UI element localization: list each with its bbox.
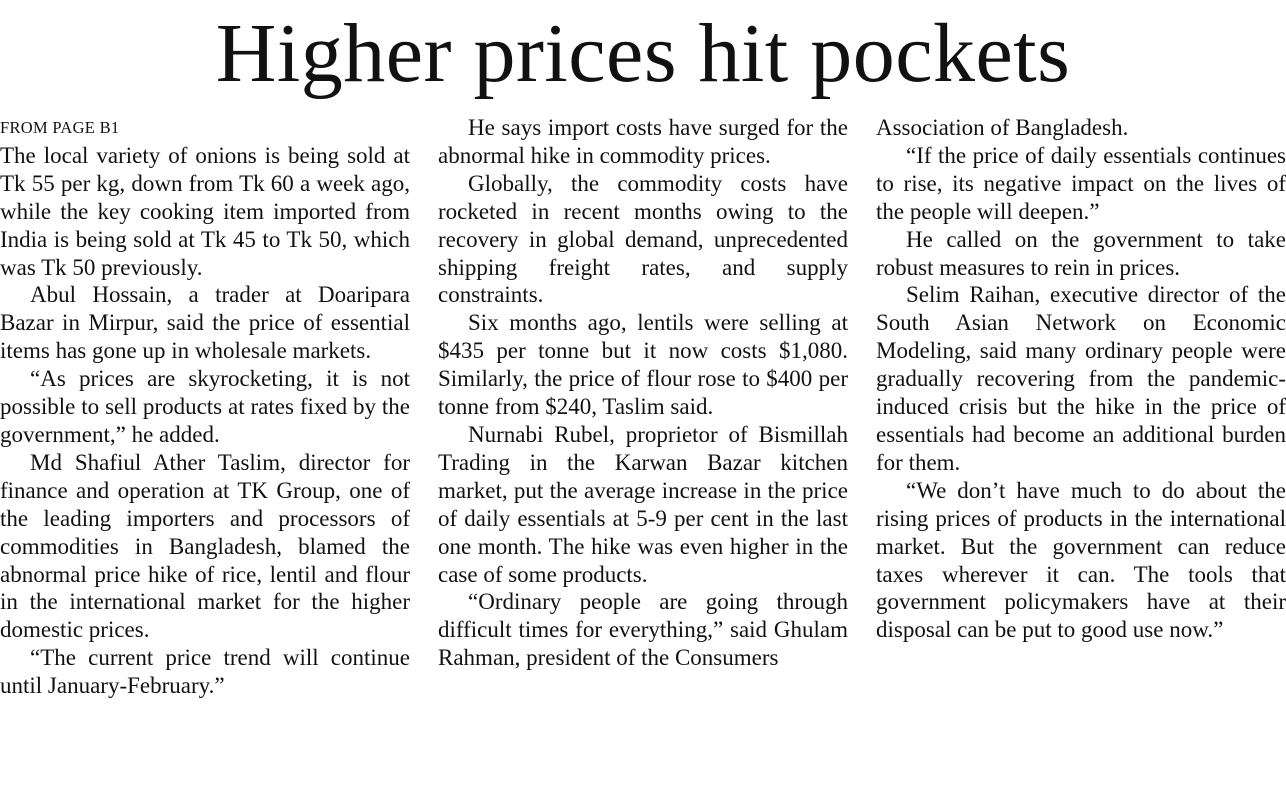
- paragraph: Abul Hossain, a trader at Doaripara Bazar in Mirpur, said the price of essential items has gone up in wholesale markets.: [0, 282, 410, 364]
- paragraph: “Ordinary people are going through difficult times for everything,” said Ghulam Rahman, president of the Consumers: [438, 589, 848, 671]
- paragraph: Globally, the commodity costs have rocketed in recent months owing to the recovery in global demand, unprecedented shipping freight rates, and supply constraints.: [438, 170, 848, 308]
- dateline: FROM PAGE B1: [0, 118, 120, 137]
- paragraph: Nurnabi Rubel, proprietor of Bismillah Trading in the Karwan Bazar kitchen market, put the average increase in the price of daily essentials at 5-9 per cent in the last one month. The hike was even higher in the case of some products.: [438, 421, 848, 587]
- headline: Higher prices hit pockets: [215, 7, 1071, 100]
- paragraph: The local variety of onions is being sold at Tk 55 per kg, down from Tk 60 a week ago, while the key cooking item imported from India is being sold at Tk 45 to Tk 50, which was Tk 50 previously.: [0, 142, 410, 280]
- paragraph: He says import costs have surged for the abnormal hike in commodity prices.: [438, 115, 848, 168]
- article-column-1: [0, 114, 410, 700]
- paragraph: He called on the government to take robust measures to rein in prices.: [876, 226, 1286, 280]
- paragraph: “We don’t have much to do about the rising prices of products in the international market. But the government can reduce taxes wherever it can. The tools that government policymakers have at their disposal can be put to good use now.”: [876, 477, 1286, 643]
- paragraph: “If the price of daily essentials continues to rise, its negative impact on the lives of the people will deepen.”: [876, 142, 1286, 224]
- paragraph: Association of Bangladesh.: [876, 115, 1129, 140]
- paragraph: Md Shafiul Ather Taslim, director for finance and operation at TK Group, one of the leading importers and processors of commodities in Bangladesh, blamed the abnormal price hike of rice, lentil and flour in the international market for the higher domestic prices.: [0, 449, 410, 643]
- paragraph: Selim Raihan, executive director of the South Asian Network on Economic Modeling, said many ordinary people were gradually recovering from the pandemic-induced crisis but the hike in the price of essentials had become an additional burden for them.: [876, 282, 1286, 475]
- paragraph: “As prices are skyrocketing, it is not possible to sell products at rates fixed by the government,” he added.: [0, 366, 410, 447]
- paragraph: Six months ago, lentils were selling at $435 per tonne but it now costs $1,080. Similarly, the price of flour rose to $400 per tonne from $240, Taslim said.: [438, 310, 848, 420]
- article-column-2: [438, 114, 848, 672]
- article-column-3: [876, 114, 1286, 644]
- paragraph: “The current price trend will continue until January-February.”: [0, 645, 410, 699]
